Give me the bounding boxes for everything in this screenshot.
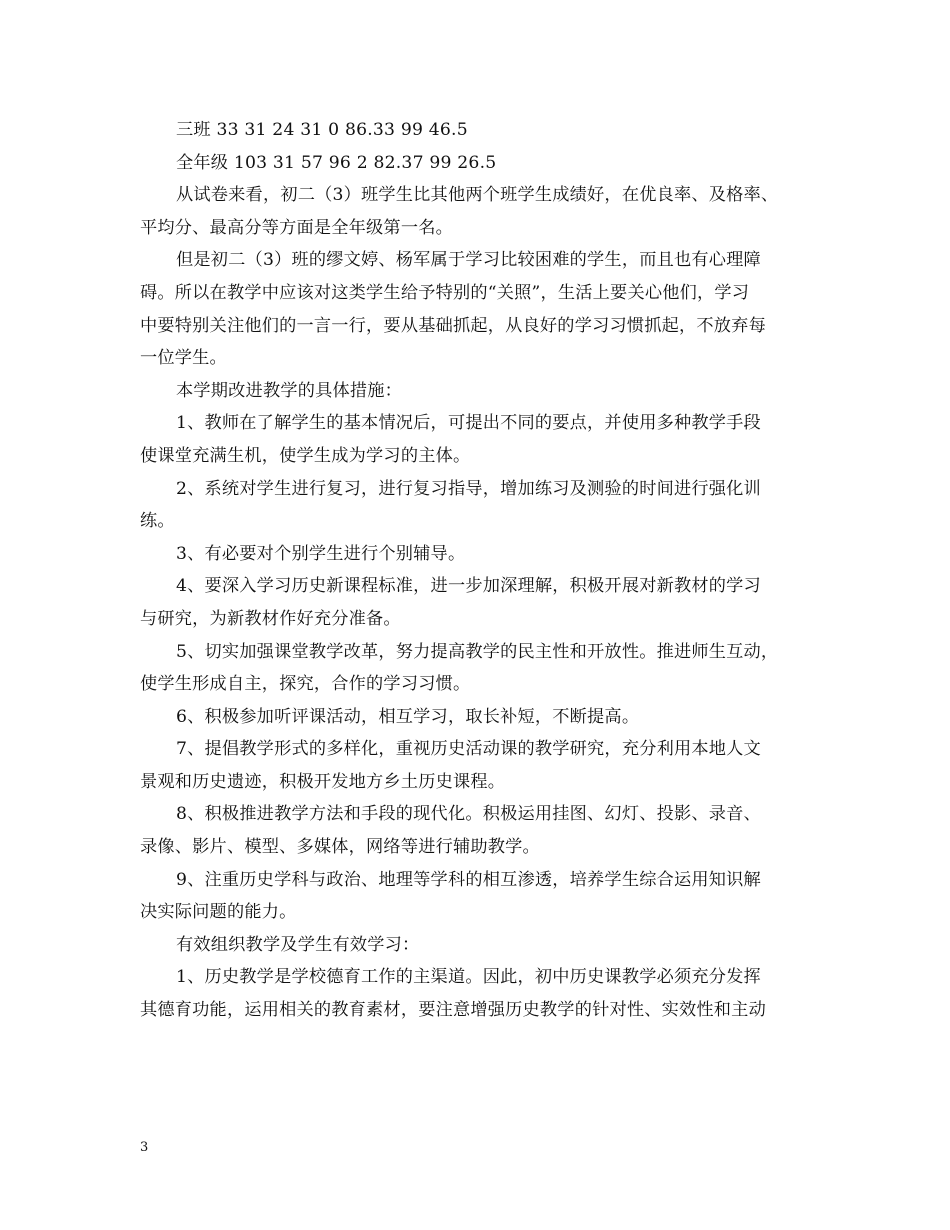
text-line: 有效组织教学及学生有效学习： (176, 934, 420, 955)
text-line: 3、有必要对个别学生进行个别辅导。 (176, 543, 466, 564)
text-line: 1、历史教学是学校德育工作的主渠道。因此，初中历史课教学必须充分发挥 (176, 967, 761, 988)
text-line: 使学生形成自主，探究，合作的学习习惯。 (140, 674, 471, 695)
text-line: 练。 (140, 511, 175, 532)
text-line: 但是初二（3）班的缪文婷、杨军属于学习比较困难的学生，而且也有心理障 (176, 250, 761, 271)
text-line: 2、系统对学生进行复习，进行复习指导，增加练习及测验的时间进行强化训 (176, 478, 761, 499)
text-line: 一位学生。 (140, 348, 227, 369)
text-line: 6、积极参加听评课活动，相互学习，取长补短，不断提高。 (176, 706, 640, 727)
text-line: 录像、影片、模型、多媒体，网络等进行辅助教学。 (140, 837, 540, 858)
text-line: 7、提倡教学形式的多样化，重视历史活动课的教学研究，充分利用本地人文 (176, 739, 761, 760)
text-line: 景观和历史遗迹，积极开发地方乡土历史课程。 (140, 771, 506, 792)
text-line: 从试卷来看，初二（3）班学生比其他两个班学生成绩好，在优良率、及格率、 (176, 185, 779, 206)
text-line: 三班 33 31 24 31 0 86.33 99 46.5 (176, 120, 468, 140)
text-line: 9、注重历史学科与政治、地理等学科的相互渗透，培养学生综合运用知识解 (176, 869, 761, 890)
text-line: 本学期改进教学的具体措施： (176, 380, 403, 401)
text-line: 其德育功能，运用相关的教育素材，要注意增强历史教学的针对性、实效性和主动 (140, 1000, 766, 1021)
text-line: 中要特别关注他们的一言一行，要从基础抓起，从良好的学习习惯抓起，不放弃每 (140, 315, 766, 336)
text-line: 1、教师在了解学生的基本情况后，可提出不同的要点，并使用多种教学手段 (176, 413, 761, 434)
text-line: 平均分、最高分等方面是全年级第一名。 (140, 217, 453, 238)
text-line: 5、切实加强课堂教学改革，努力提高教学的民主性和开放性。推进师生互动， (176, 641, 779, 662)
page-number: 3 (140, 1140, 149, 1155)
text-line: 使课堂充满生机，使学生成为学习的主体。 (140, 445, 471, 466)
text-line: 全年级 103 31 57 96 2 82.37 99 26.5 (176, 152, 497, 173)
text-line: 决实际问题的能力。 (140, 902, 297, 923)
text-line: 碍。所以在教学中应该对这类学生给予特别的“关照”，生活上要关心他们，学习 (140, 282, 750, 303)
text-line: 4、要深入学习历史新课程标准，进一步加深理解，积极开展对新教材的学习 (176, 576, 761, 597)
text-line: 与研究，为新教材作好充分准备。 (140, 608, 401, 629)
text-line: 8、积极推进教学方法和手段的现代化。积极运用挂图、幻灯、投影、录音、 (176, 804, 761, 825)
page-body-text (140, 114, 830, 1027)
